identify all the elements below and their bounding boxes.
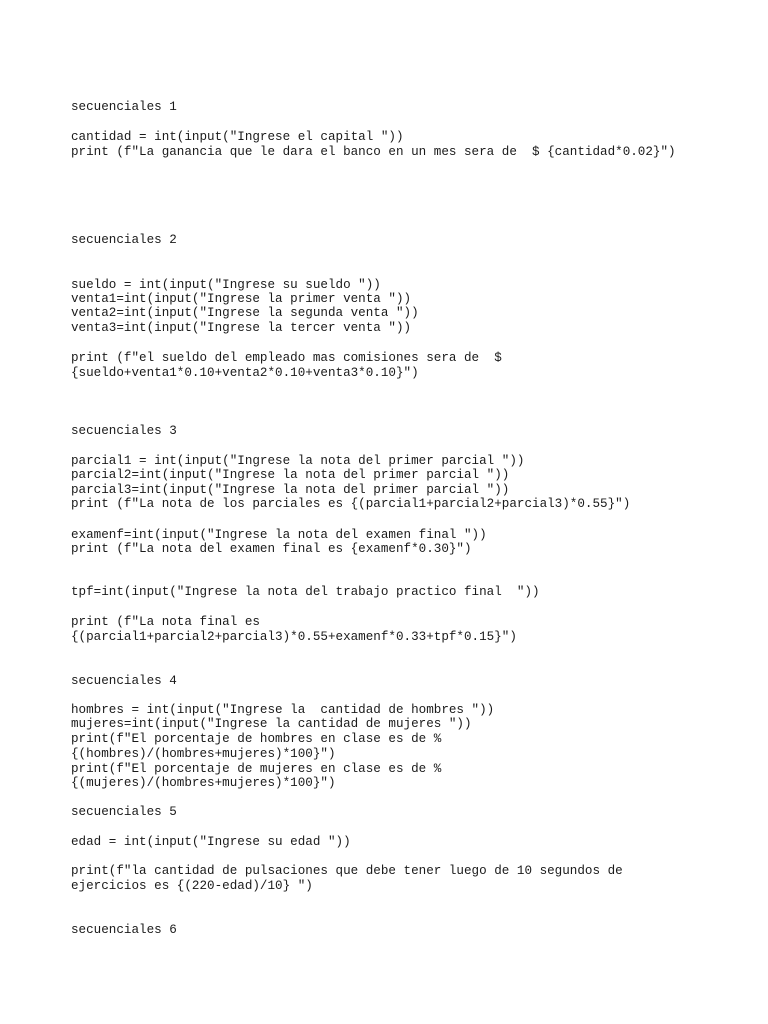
code-line: parcial1 = int(input("Ingrese la nota del primer parcial ")) [71, 454, 525, 468]
code-line: print (f"La nota final es [71, 615, 260, 629]
code-line: print (f"La nota de los parciales es {(parcial1+parcial2+parcial3)*0.55}") [71, 497, 631, 511]
code-line: print(f"la cantidad de pulsaciones que debe tener luego de 10 segundos de [71, 864, 623, 878]
code-line: venta1=int(input("Ingrese la primer venta ")) [71, 292, 412, 306]
section-heading: secuenciales 3 [71, 424, 177, 438]
code-line: hombres = int(input("Ingrese la cantidad de hombres ")) [71, 703, 495, 717]
code-line: print (f"La nota del examen final es {examenf*0.30}") [71, 542, 472, 556]
code-line: {(parcial1+parcial2+parcial3)*0.55+examenf*0.33+tpf*0.15}") [71, 630, 517, 644]
code-line: {sueldo+venta1*0.10+venta2*0.10+venta3*0.10}") [71, 366, 419, 380]
code-line: {(mujeres)/(hombres+mujeres)*100}") [71, 776, 336, 790]
code-line: parcial3=int(input("Ingrese la nota del primer parcial ")) [71, 483, 510, 497]
code-line: {(hombres)/(hombres+mujeres)*100}") [71, 747, 336, 761]
code-line: print(f"El porcentaje de hombres en clase es de % [71, 732, 442, 746]
code-line: mujeres=int(input("Ingrese la cantidad de mujeres ")) [71, 717, 472, 731]
section-heading: secuenciales 6 [71, 923, 177, 937]
section-heading: secuenciales 4 [71, 674, 177, 688]
code-line: print(f"El porcentaje de mujeres en clase es de % [71, 762, 442, 776]
code-line: print (f"La ganancia que le dara el banco en un mes sera de $ {cantidad*0.02}") [71, 145, 676, 159]
code-line: tpf=int(input("Ingrese la nota del trabajo practico final ")) [71, 585, 540, 599]
section-heading: secuenciales 2 [71, 233, 177, 247]
code-line: venta3=int(input("Ingrese la tercer venta ")) [71, 321, 412, 335]
code-line: print (f"el sueldo del empleado mas comisiones sera de $ [71, 351, 502, 365]
section-heading: secuenciales 5 [71, 805, 177, 819]
section-heading: secuenciales 1 [71, 100, 177, 114]
code-line: cantidad = int(input("Ingrese el capital ")) [71, 130, 404, 144]
code-line: parcial2=int(input("Ingrese la nota del primer parcial ")) [71, 468, 510, 482]
code-line: ejercicios es {(220-edad)/10} ") [71, 879, 313, 893]
code-line: venta2=int(input("Ingrese la segunda venta ")) [71, 306, 419, 320]
code-line: edad = int(input("Ingrese su edad ")) [71, 835, 351, 849]
code-line: examenf=int(input("Ingrese la nota del examen final ")) [71, 528, 487, 542]
code-line: sueldo = int(input("Ingrese su sueldo ")) [71, 278, 381, 292]
